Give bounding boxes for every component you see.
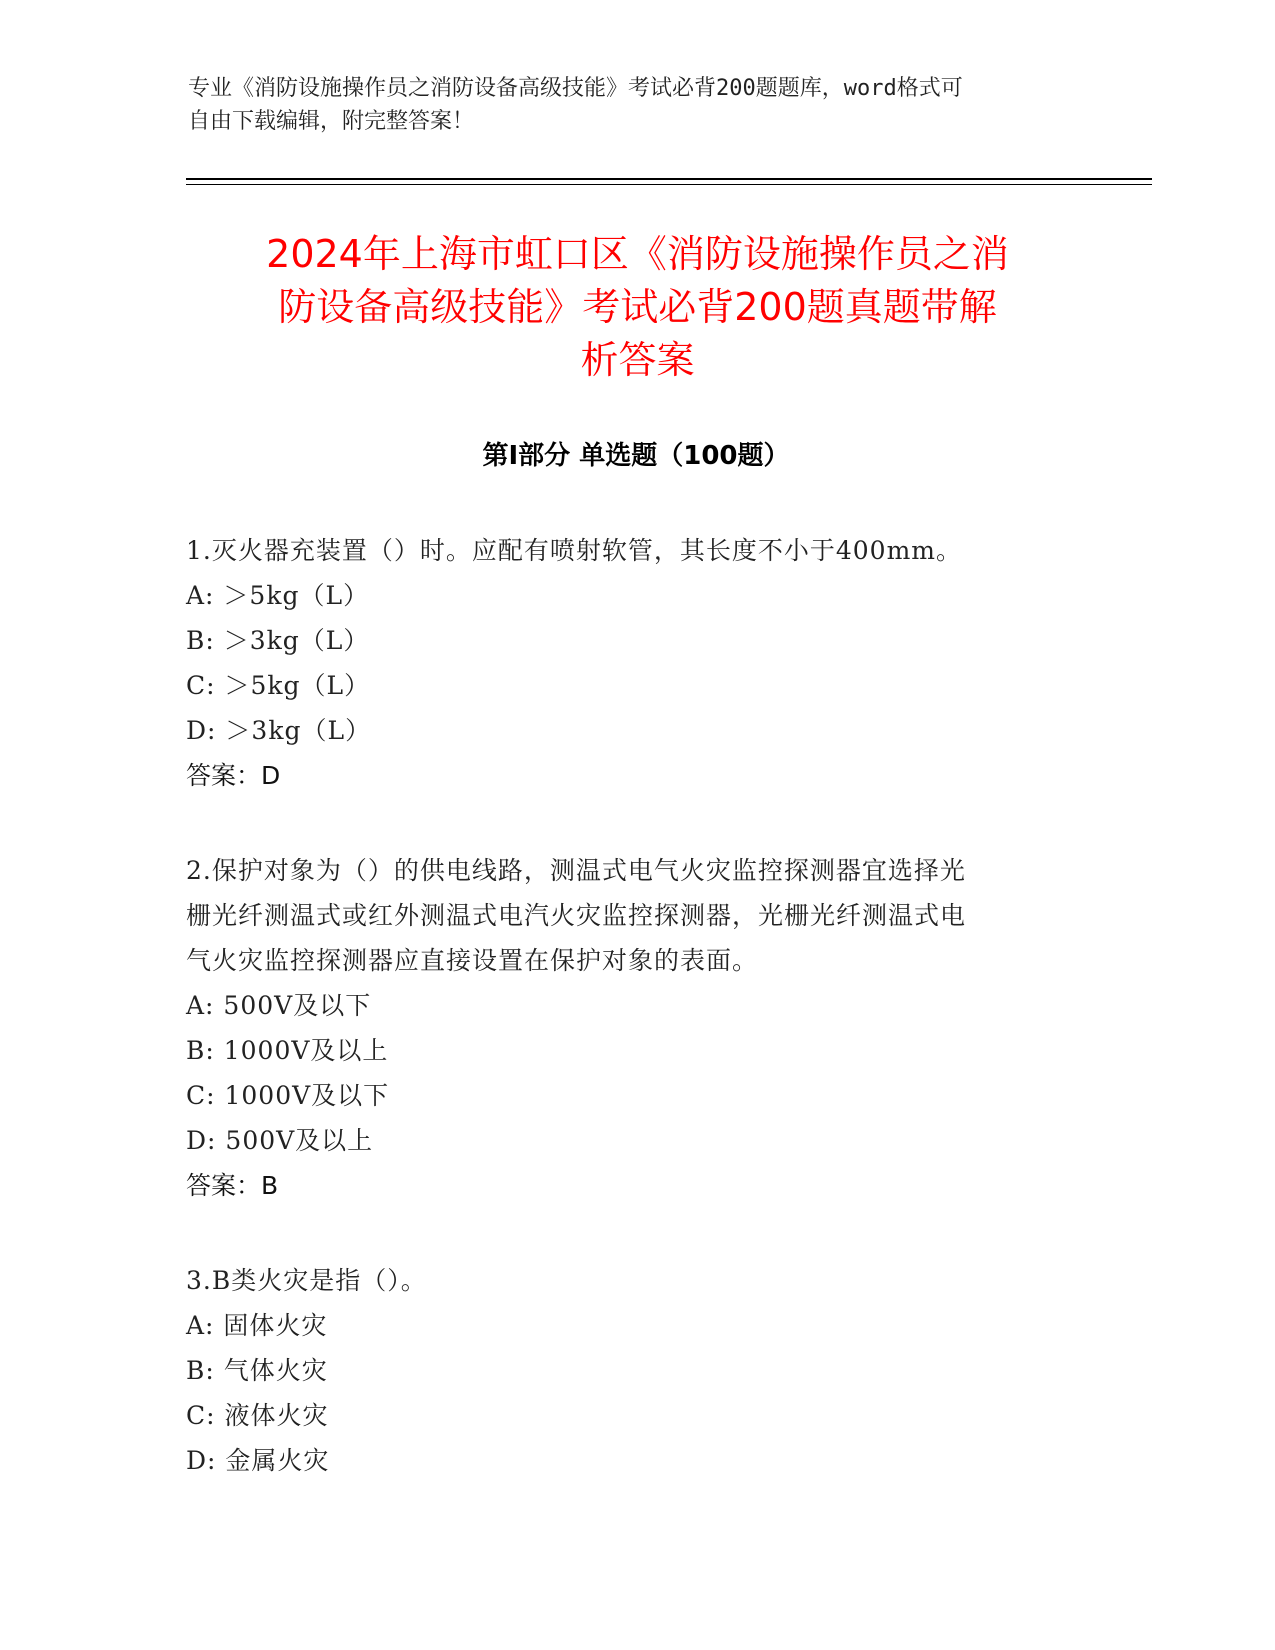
document-title xyxy=(160,228,1115,387)
question-3-option-d: D: 金属火灾 xyxy=(186,1446,330,1475)
question-3-option-a: A: 固体火灾 xyxy=(186,1311,328,1340)
question-2-option-b: B: 1000V及以上 xyxy=(186,1036,389,1065)
header-note-line1: 专业《消防设施操作员之消防设备高级技能》考试必背200题题库，word格式可 xyxy=(188,76,963,101)
question-1-stem: 1.灭火器充装置（）时。应配有喷射软管，其长度不小于400mm。 xyxy=(186,536,962,565)
section-heading: 第Ⅰ部分 单选题（100题） xyxy=(482,441,790,471)
question-1-option-a: A: ＞5kg（L） xyxy=(186,581,370,610)
question-2 xyxy=(186,848,1086,1208)
question-3-option-b: B: 气体火灾 xyxy=(186,1356,328,1385)
question-1 xyxy=(186,528,1086,798)
question-2-option-d: D: 500V及以上 xyxy=(186,1126,374,1155)
header-rule-thick xyxy=(186,178,1152,180)
question-list xyxy=(186,528,1086,1533)
question-3-option-c: C: 液体火灾 xyxy=(186,1401,329,1430)
question-2-stem-line3: 气火灾监控探测器应直接设置在保护对象的表面。 xyxy=(186,946,759,975)
question-3 xyxy=(186,1258,1086,1483)
document-title-line2: 防设备高级技能》考试必背200题真题带解 xyxy=(278,285,997,329)
question-1-option-d: D: ＞3kg（L） xyxy=(186,716,372,745)
document-title-line1: 2024年上海市虹口区《消防设施操作员之消 xyxy=(266,232,1009,276)
header-note-line2: 自由下载编辑，附完整答案！ xyxy=(188,109,475,134)
question-1-option-b: B: ＞3kg（L） xyxy=(186,626,370,655)
question-2-stem-line2: 栅光纤测温式或红外测温式电汽火灾监控探测器，光栅光纤测温式电 xyxy=(186,901,967,930)
question-2-option-a: A: 500V及以下 xyxy=(186,991,372,1020)
question-2-option-c: C: 1000V及以下 xyxy=(186,1081,390,1110)
header-note xyxy=(188,72,1078,138)
question-1-option-c: C: ＞5kg（L） xyxy=(186,671,371,700)
question-1-answer: 答案：D xyxy=(186,761,281,790)
document-title-line3: 析答案 xyxy=(580,338,695,382)
question-3-stem: 3.B类火灾是指（）。 xyxy=(186,1266,427,1295)
question-2-answer: 答案：B xyxy=(186,1171,279,1200)
header-rule-thin xyxy=(186,184,1152,185)
question-2-stem-line1: 2.保护对象为（）的供电线路，测温式电气火灾监控探测器宜选择光 xyxy=(186,856,966,885)
